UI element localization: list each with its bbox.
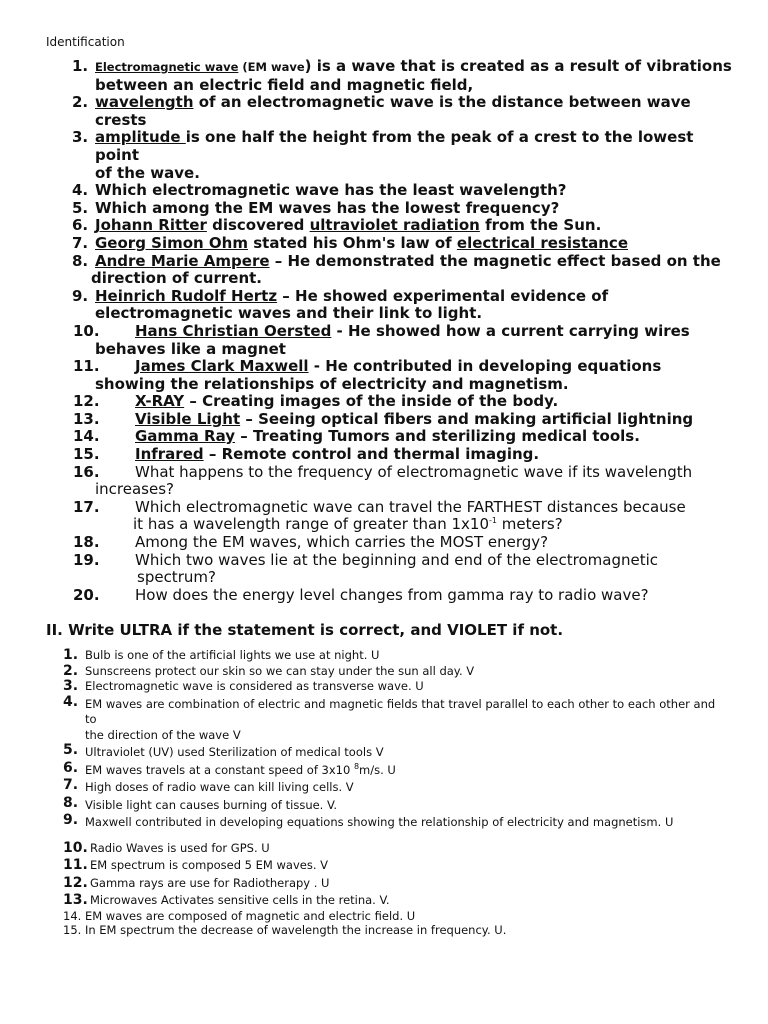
list-item: 17. Which electromagnetic wave can travel the FARTHEST distances because it has a wavelength range of greater than $1x10^{-1}$ meters? bbox=[73, 497, 686, 534]
list-item: 14. Gamma Ray – Treating Tumors and sterilizing medical tools. bbox=[73, 427, 640, 446]
list-item: 10. Radio Waves is used for GPS. U bbox=[63, 839, 270, 856]
list-item: 14. EM waves are composed of magnetic and electric field. U bbox=[63, 908, 416, 923]
list-item: 6. Johann Ritter discovered ultraviolet radiation from the Sun. bbox=[72, 216, 602, 235]
list-item: 4. Which electromagnetic wave has the least wavelength? bbox=[72, 181, 567, 200]
list-item: 3. amplitude is one half the height from the peak of a crest to the lowest point of the wave. bbox=[72, 128, 694, 182]
list-item: 7. Georg Simon Ohm stated his Ohm's law of electrical resistance bbox=[72, 233, 628, 252]
list-item: 2. wavelength of an electromagnetic wave is the distance between wave crests bbox=[72, 93, 691, 129]
list-item: 16. What happens to the frequency of electromagnetic wave if its wavelength increases? bbox=[73, 462, 693, 499]
list-item: 2. Sunscreens protect our skin so we can stay under the sun all day. V bbox=[63, 662, 475, 679]
list-item: 3. Electromagnetic wave is considered as transverse wave. U bbox=[63, 678, 424, 694]
list-item: 15. Infrared – Remote control and thermal imaging. bbox=[73, 445, 540, 464]
list-item: 1. Bulb is one of the artificial lights we use at night. U bbox=[63, 647, 380, 663]
list-item: 9. Maxwell contributed in developing equations showing the relationship of electricity and magnetism. U bbox=[63, 812, 674, 829]
list-item: 11. James Clark Maxwell - He contributed in developing equations showing the relationships of electricity and magnetism. bbox=[73, 357, 662, 393]
list-item: 20. How does the energy level changes from gamma ray to radio wave? bbox=[73, 585, 649, 604]
list-item: 5. Ultraviolet (UV) used Sterilization of medical tools V bbox=[63, 742, 384, 759]
identification-list bbox=[0, 58, 768, 604]
list-item: 1. Electromagnetic wave (EM wave) is a wave that is created as a result of vibrations between an electric field and magnetic field, bbox=[72, 57, 732, 94]
list-item: 9. Heinrich Rudolf Hertz – He showed experimental evidence of electromagnetic waves and their link to light. bbox=[72, 286, 609, 323]
list-item: 8. Andre Marie Ampere – He demonstrated the magnetic effect based on the direction of current. bbox=[72, 251, 721, 288]
list-item: 8. Visible light can causes burning of tissue. V. bbox=[63, 794, 338, 812]
list-item: 10. Hans Christian Oersted - He showed how a current carrying wires behaves like a magnet bbox=[73, 321, 690, 358]
list-item: 4. EM waves are combination of electric and magnetic fields that travel parallel to each other to each other and to the direction of the wave V bbox=[63, 693, 716, 742]
list-item: 6. EM waves travels at a constant speed of 3x10 $^8$m/s. U bbox=[63, 759, 396, 777]
list-item: 12. X-RAY – Creating images of the inside of the body. bbox=[73, 392, 559, 411]
identification-heading: Identification bbox=[46, 35, 125, 49]
list-item: 11. EM spectrum is composed 5 EM waves. V bbox=[63, 857, 328, 873]
list-item: 15. In EM spectrum the decrease of wavelength the increase in frequency. U. bbox=[63, 922, 507, 937]
list-item: 19. Which two waves lie at the beginning and end of the electromagnetic spectrum? bbox=[73, 550, 658, 587]
list-item: 12. Gamma rays are use for Radiotherapy . U bbox=[63, 874, 330, 891]
list-item: 13. Visible Light – Seeing optical fibers and making artificial lightning bbox=[73, 409, 694, 428]
list-item: 5. Which among the EM waves has the lowest frequency? bbox=[72, 198, 560, 217]
list-item: 7. High doses of radio wave can kill living cells. V bbox=[63, 777, 354, 794]
ultra-violet-list bbox=[0, 648, 768, 937]
section-2-heading: II. Write ULTRA if the statement is correct, and VIOLET if not. bbox=[46, 621, 564, 639]
list-item: 18. Among the EM waves, which carries the MOST energy? bbox=[73, 533, 549, 552]
list-item: 13. Microwaves Activates sensitive cells in the retina. V. bbox=[63, 892, 390, 908]
